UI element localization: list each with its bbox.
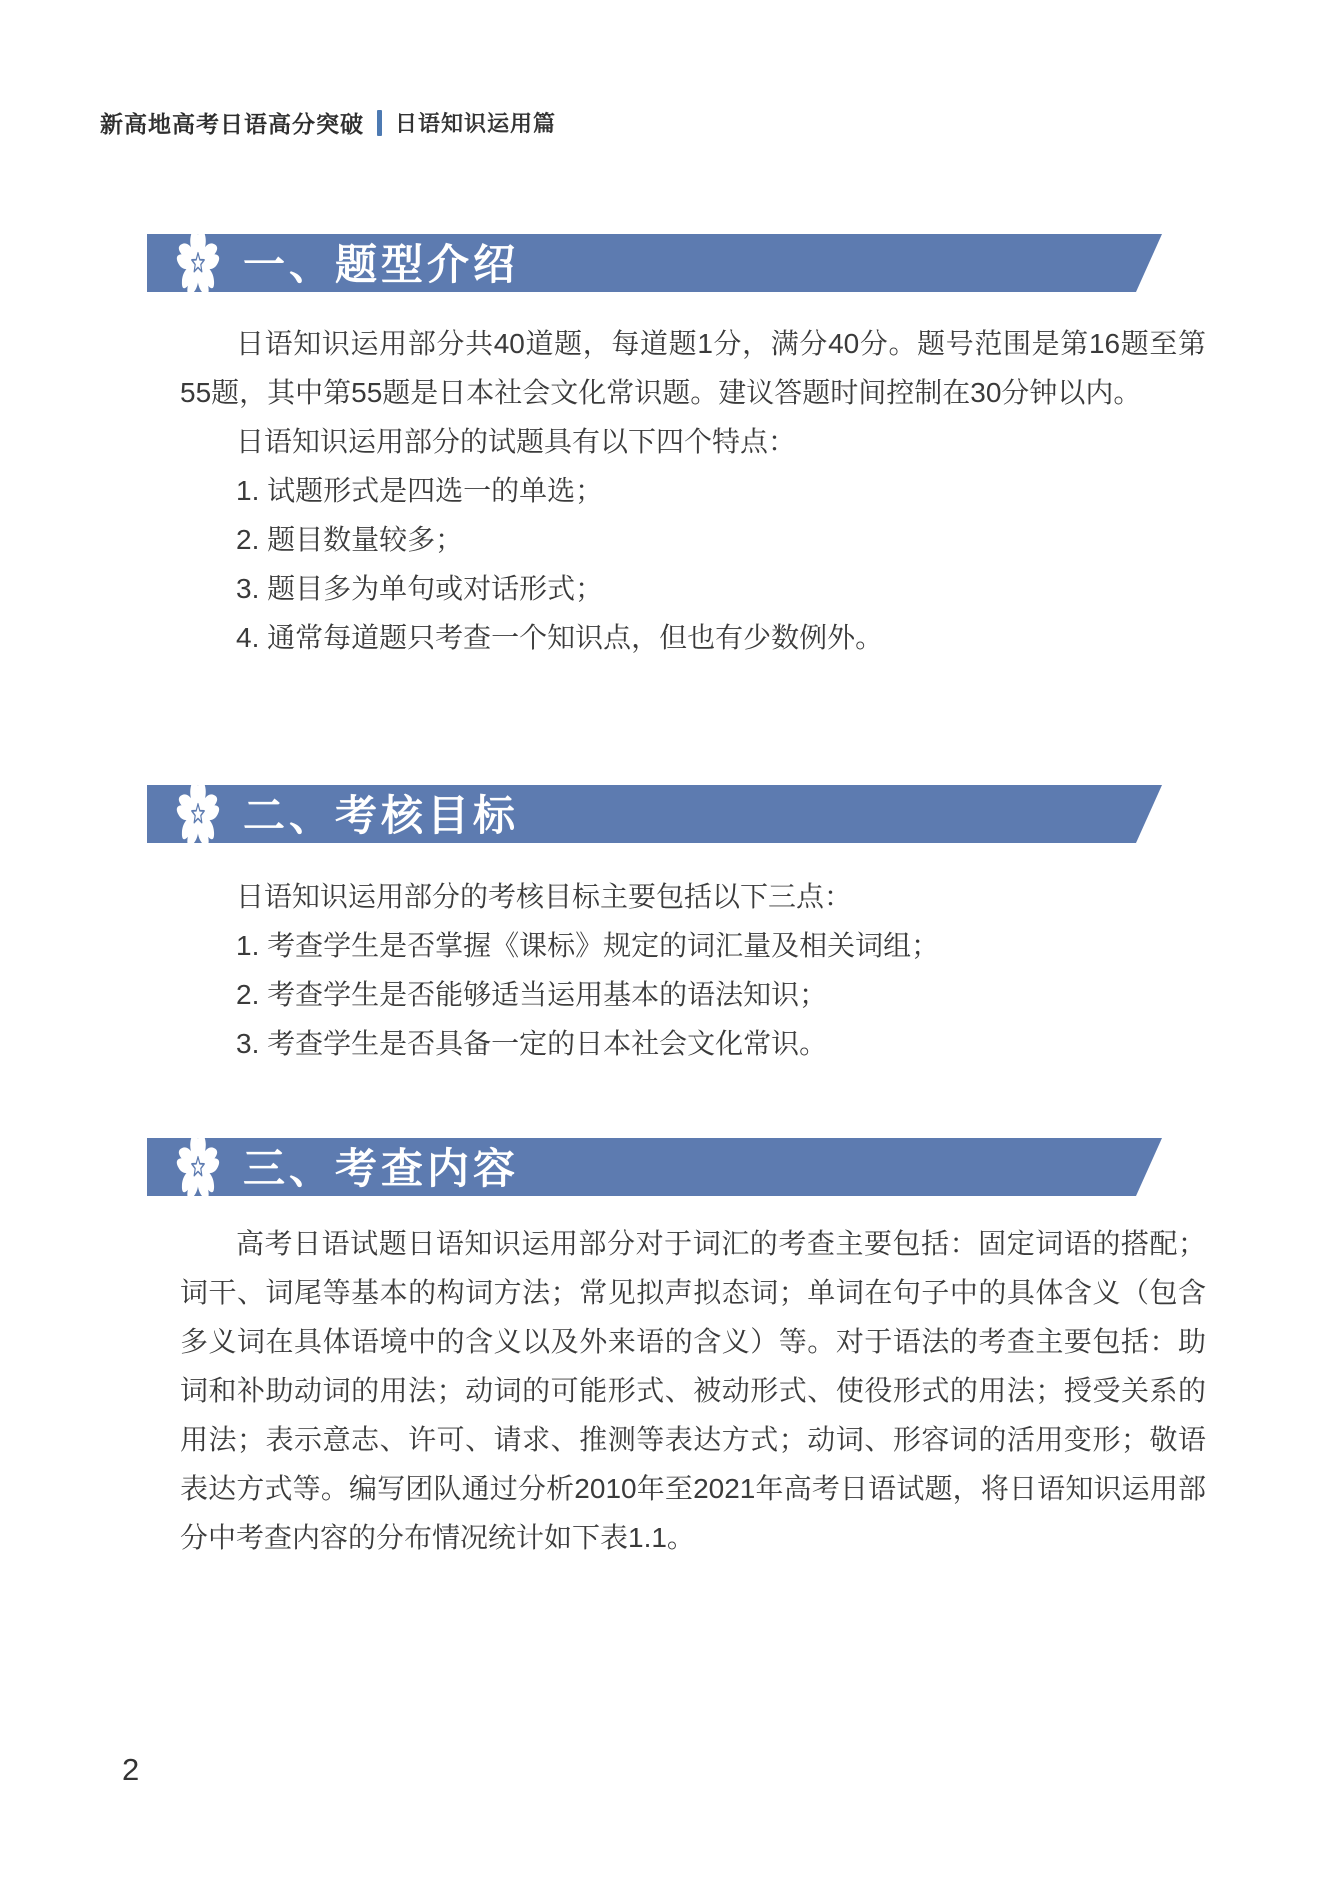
sakura-icon: [174, 224, 222, 302]
list-item: 2. 题目数量较多；: [236, 524, 464, 555]
chapter-title: 日语知识运用篇: [395, 111, 557, 136]
list-item: 3. 考查学生是否具备一定的日本社会文化常识。: [236, 1028, 828, 1059]
list-item: 2. 考查学生是否能够适当运用基本的语法知识；: [236, 979, 828, 1010]
sakura-icon: [174, 1128, 222, 1206]
section-body-3: [180, 1219, 1206, 1562]
list-item: 1. 试题形式是四选一的单选；: [236, 475, 604, 506]
section-banner-1: [147, 234, 1162, 292]
header-divider: [377, 110, 382, 136]
section-title: 二、考核目标: [243, 791, 520, 839]
paragraph: 高考日语试题日语知识运用部分对于词汇的考查主要包括：固定词语的搭配；词干、词尾等基本的构词方法；常见拟声拟态词；单词在句子中的具体含义（包含多义词在具体语境中的含义以及外来语的含义）等。对于语法的考查主要包括：助词和补助动词的用法；动词的可能形式、被动形式、使役形式的用法；授受关系的用法；表示意志、许可、请求、推测等表达方式；动词、形容词的活用变形；敬语表达方式等。编写团队通过分析2010年至2021年高考日语试题，将日语知识运用部分中考查内容的分布情况统计如下表1.1。: [180, 1228, 1206, 1553]
list-item: 3. 题目多为单句或对话形式；: [236, 573, 604, 604]
paragraph: 日语知识运用部分的考核目标主要包括以下三点：: [236, 881, 853, 912]
page-header: [100, 106, 556, 139]
list-item: 4. 通常每道题只考查一个知识点，但也有少数例外。: [236, 622, 884, 653]
paragraph: 日语知识运用部分的试题具有以下四个特点：: [236, 426, 797, 457]
page-number: 2: [122, 1752, 140, 1787]
book-title: 新高地高考日语高分突破: [100, 111, 364, 137]
section-title: 一、题型介绍: [243, 240, 520, 288]
section-body-1: [180, 319, 1206, 662]
section-title: 三、考查内容: [243, 1144, 520, 1192]
sakura-icon: [174, 775, 222, 853]
section-banner-2: [147, 785, 1162, 843]
section-banner-3: [147, 1138, 1162, 1196]
paragraph: 日语知识运用部分共40道题，每道题1分，满分40分。题号范围是第16题至第55题，其中第55题是日本社会文化常识题。建议答题时间控制在30分钟以内。: [180, 328, 1206, 408]
section-body-2: [180, 872, 1206, 1068]
list-item: 1. 考查学生是否掌握《课标》规定的词汇量及相关词组；: [236, 930, 940, 961]
